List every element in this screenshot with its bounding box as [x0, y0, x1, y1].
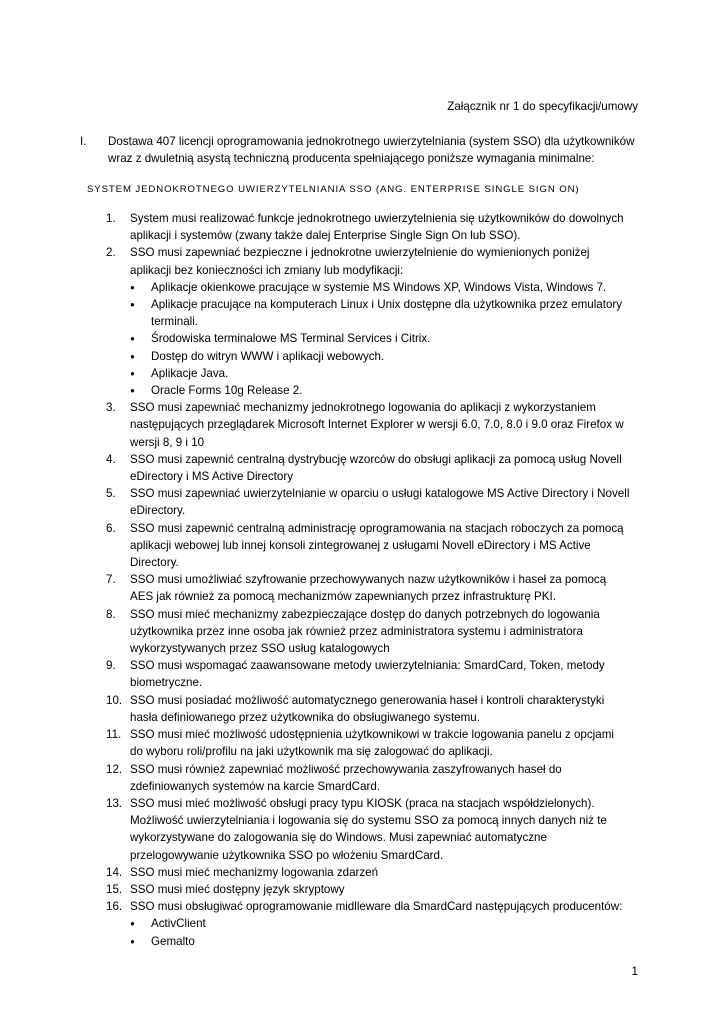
section-text: Dostawa 407 licencji oprogramowania jednokrotnego uwierzytelniania (system SSO) dla użytkowników wraz z dwuletnią asystą techniczną producenta spełniającego poniższe wymagania minimalne: — [108, 135, 635, 166]
requirement-number: 4. — [106, 452, 116, 466]
requirement-item — [0, 606, 725, 658]
requirement-number: 9. — [106, 659, 116, 673]
bullet-icon: ● — [130, 334, 135, 344]
section-heading: SYSTEM JEDNOKROTNEGO UWIERZYTELNIANIA SSO (ANG. ENTERPRISE SINGLE SIGN ON) — [87, 184, 580, 195]
requirement-text: SSO musi zapewnić centralną administrację oprogramowania na stacjach roboczych za pomocą aplikacji webowej lub innej konsoli zintegrowanej z usługami Novell eDirectory i MS Active Directory. — [130, 521, 624, 570]
requirement-item — [0, 795, 725, 864]
requirement-text: SSO musi mieć możliwość obsługi pracy typu KIOSK (praca na stacjach współdzielonych). Możliwość uwierzytelniania i logowania się do systemu SSO za pomocą innych danych niż te wykorzystywane do zalogowania się do Windows. Musi zapewniać automatyczne przelogowywanie użytkownika SSO po włożeniu SmardCard. — [130, 796, 607, 862]
requirement-number: 11. — [106, 728, 122, 742]
requirement-text: SSO musi również zapewniać możliwość przechowywania zaszyfrowanych haseł do zdefiniowanych systemów na karcie SmardCard. — [130, 762, 562, 793]
requirement-subitem — [0, 382, 725, 399]
requirement-number: 5. — [106, 487, 116, 501]
bullet-icon: ● — [130, 351, 135, 361]
requirement-number: 15. — [106, 882, 123, 896]
requirement-number: 2. — [106, 246, 116, 260]
requirement-subitem — [0, 365, 725, 382]
requirement-item — [0, 898, 725, 915]
bullet-icon: ● — [130, 282, 135, 292]
requirement-item — [0, 520, 725, 572]
requirement-subitem-text: Dostęp do witryn WWW i aplikacji webowych. — [151, 349, 385, 363]
requirement-text: SSO musi zapewniać bezpieczne i jednokrotne uwierzytelnienie do wymienionych poniżej aplikacji bez konieczności ich zmiany lub modyfikacji: — [130, 246, 590, 277]
requirement-text: SSO musi mieć możliwość udostępnienia użytkownikowi w trakcie logowania panelu z opcjami do wyboru roli/profilu na jaki użytkownik ma się zalogować do aplikacji. — [130, 728, 614, 759]
requirement-subitem-text: Gemalto — [151, 934, 195, 948]
requirement-subitem-text: Oracle Forms 10g Release 2. — [151, 384, 303, 398]
requirement-item — [0, 485, 725, 519]
requirement-text: SSO musi umożliwiać szyfrowanie przechowywanych nazw użytkowników i haseł za pomocą AES jak również za pomocą mechanizmów zapewnianych przez infrastrukturę PKI. — [130, 573, 607, 604]
bullet-icon: ● — [130, 936, 135, 946]
requirement-number: 6. — [106, 521, 116, 535]
requirement-subitem — [0, 296, 725, 330]
requirement-subitem-text: Środowiska terminalowe MS Terminal Services i Citrix. — [151, 332, 431, 346]
requirement-subitem — [0, 933, 725, 950]
requirement-item — [0, 210, 725, 244]
requirement-text: SSO musi zapewniać mechanizmy jednokrotnego logowania do aplikacji z wykorzystaniem następujących przeglądarek Microsoft Internet Explorer w wersji 6.0, 7.0, 8.0 i 9.0 oraz Firefox w wersji 8, 9 i 10 — [130, 401, 624, 449]
requirement-item — [0, 571, 725, 605]
requirement-subitem-text: Aplikacje pracujące na komputerach Linux i Unix dostępne dla użytkownika przez emulatory terminali. — [151, 298, 623, 329]
bullet-icon: ● — [130, 368, 135, 378]
requirement-number: 13. — [106, 796, 123, 810]
requirement-number: 14. — [106, 865, 123, 879]
requirement-subitem — [0, 348, 725, 365]
requirement-text: System musi realizować funkcje jednokrotnego uwierzytelnienia się użytkowników do dowolnych aplikacji i systemów (zwany także dalej Enterprise Single Sign On lub SSO). — [130, 212, 624, 243]
requirement-item — [0, 726, 725, 760]
requirement-item — [0, 399, 725, 451]
bullet-icon: ● — [130, 300, 135, 310]
requirement-text: SSO musi wspomagać zaawansowane metody uwierzytelniania: SmardCard, Token, metody biometryczne. — [130, 659, 605, 690]
section-number: I. — [80, 135, 87, 148]
requirement-number: 12. — [106, 762, 123, 776]
requirement-item — [0, 692, 725, 726]
requirement-text: SSO musi mieć mechanizmy zabezpieczające dostęp do danych potrzebnych do logowania użytkownika przez inne osoba jak również przez administratora systemu i administratora wykorzystywanych przez SSO usług katalogowych — [130, 607, 600, 656]
requirement-number: 3. — [106, 401, 116, 415]
requirement-text: SSO musi obsługiwać oprogramowanie midlleware dla SmardCard następujących producentów: — [130, 900, 623, 914]
requirement-text: SSO musi posiadać możliwość automatycznego generowania haseł i kontroli charakterystyki hasła definiowanego przez użytkownika do obsługiwanego systemu. — [130, 693, 605, 724]
requirement-item — [0, 761, 725, 795]
annex-title: Załącznik nr 1 do specyfikacji/umowy — [447, 100, 638, 113]
requirement-item — [0, 451, 725, 485]
requirement-item — [0, 864, 725, 881]
requirement-item — [0, 244, 725, 278]
requirement-number: 7. — [106, 573, 116, 587]
requirement-item — [0, 657, 725, 691]
requirements-list — [0, 210, 725, 950]
page-number: 1 — [631, 965, 638, 978]
requirement-subitem-text: Aplikacje okienkowe pracujące w systemie MS Windows XP, Windows Vista, Windows 7. — [151, 280, 607, 294]
requirement-text: SSO musi mieć mechanizmy logowania zdarzeń — [130, 865, 379, 879]
bullet-icon: ● — [130, 386, 135, 396]
requirement-subitem-text: ActivClient — [151, 917, 206, 931]
requirement-number: 16. — [106, 900, 123, 914]
requirement-subitem-text: Aplikacje Java. — [151, 366, 229, 380]
requirement-subitem — [0, 330, 725, 347]
requirement-number: 1. — [106, 212, 116, 225]
requirement-text: SSO musi zapewnić centralną dystrybucję wzorców do obsługi aplikacji za pomocą usług Novell eDirectory i MS Active Directory — [130, 452, 622, 484]
requirement-item — [0, 881, 725, 898]
requirement-text: SSO musi zapewniać uwierzytelnianie w oparciu o usługi katalogowe MS Active Directory i Novell eDirectory. — [130, 487, 630, 518]
requirement-number: 10. — [106, 693, 123, 707]
requirement-text: SSO musi mieć dostępny język skryptowy — [130, 882, 345, 896]
requirement-number: 8. — [106, 607, 116, 621]
bullet-icon: ● — [130, 919, 135, 929]
requirement-subitem — [0, 279, 725, 296]
requirement-subitem — [0, 915, 725, 932]
